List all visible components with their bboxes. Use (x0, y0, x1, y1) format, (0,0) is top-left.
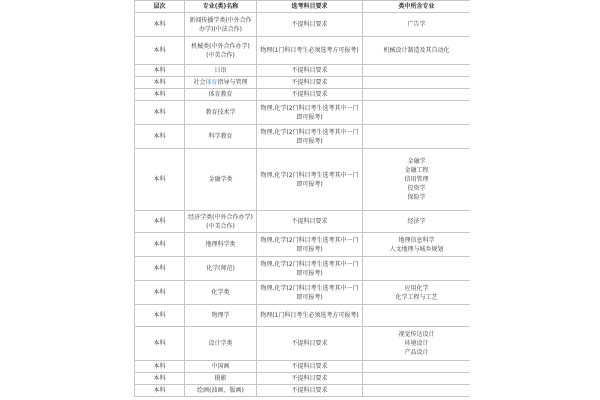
table-row (135, 211, 471, 233)
header-major: 专业(类)名称 (185, 1, 257, 13)
cell-included (363, 211, 471, 233)
included-major: 投资学 (407, 185, 426, 192)
admission-subject-table-container (134, 0, 470, 400)
cell-major: 日语 (185, 65, 257, 77)
cell-level: 本科 (135, 385, 185, 397)
header-subject-requirement: 选考科目要求 (257, 1, 363, 13)
cell-level: 本科 (135, 37, 185, 65)
cell-subject: 不提科目要求 (257, 373, 363, 385)
table-row (135, 89, 471, 101)
cell-subject: 不提科目要求 (257, 327, 363, 361)
cell-level: 本科 (135, 305, 185, 327)
table-row (135, 281, 471, 305)
cell-major: 中国画 (185, 361, 257, 373)
cell-major: 地理科学类 (185, 233, 257, 257)
table-row (135, 385, 471, 397)
cell-subject: 物理(1门科目考生必须选考方可报考) (257, 305, 363, 327)
cell-major: 绘画(油画、版画) (185, 385, 257, 397)
cell-level: 本科 (135, 257, 185, 281)
included-major: 金融工程 (404, 167, 429, 174)
cell-level: 本科 (135, 65, 185, 77)
cell-included (363, 233, 471, 257)
cell-major: 经济学类(中外合作办学)(中美合作) (185, 211, 257, 233)
cell-subject: 物理,化学(2门科目考生选考其中一门即可报考) (257, 149, 363, 211)
cell-level: 本科 (135, 13, 185, 37)
included-major: 经济学 (407, 218, 426, 225)
included-major: 产品设计 (404, 349, 429, 356)
cell-major: 科学教育 (185, 125, 257, 149)
cell-level: 本科 (135, 281, 185, 305)
table-row (135, 327, 471, 361)
cell-included (363, 361, 471, 373)
cell-level: 本科 (135, 125, 185, 149)
table-row (135, 65, 471, 77)
included-major: 应用化学 (404, 284, 429, 292)
cell-major: 设计学类 (185, 327, 257, 361)
table-row (135, 361, 471, 373)
cell-included (363, 101, 471, 125)
table-row (135, 305, 471, 327)
included-major: 环境设计 (404, 340, 429, 347)
cell-major: 化学类 (185, 281, 257, 305)
cell-subject: 物理,化学(2门科目考生选考其中一门即可报考) (257, 125, 363, 149)
header-included-majors: 类中所含专业 (363, 1, 471, 13)
cell-level: 本科 (135, 327, 185, 361)
cell-included (363, 125, 471, 149)
cell-major: 新闻传播学类(中外合作办学)(中法合作) (185, 13, 257, 37)
cell-level: 本科 (135, 373, 185, 385)
cell-level: 本科 (135, 77, 185, 89)
cell-included (363, 305, 471, 327)
cell-included (363, 89, 471, 101)
cell-subject: 不提科目要求 (257, 211, 363, 233)
included-major: 人文地理与城乡规划 (389, 245, 444, 253)
included-major: 机械设计制造及其自动化 (383, 47, 450, 54)
cell-subject: 物理,化学(2门科目考生选考其中一门即可报考) (257, 233, 363, 257)
cell-major: 化学(师范) (185, 257, 257, 281)
cell-major: 社会体育指导与管理 (185, 77, 257, 89)
included-major: 广告学 (407, 21, 426, 28)
table-row (135, 257, 471, 281)
cell-subject: 不提科目要求 (257, 385, 363, 397)
table-row (135, 233, 471, 257)
admission-subject-table (134, 0, 470, 397)
cell-major: 摄影 (185, 373, 257, 385)
header-level: 层次 (135, 1, 185, 13)
cell-included (363, 327, 471, 361)
cell-subject: 物理,化学(2门科目考生选考其中一门即可报考) (257, 101, 363, 125)
table-header-row (135, 1, 471, 13)
included-major: 信用管理 (404, 176, 429, 183)
cell-level: 本科 (135, 101, 185, 125)
cell-subject: 不提科目要求 (257, 89, 363, 101)
table-row (135, 373, 471, 385)
cell-level: 本科 (135, 233, 185, 257)
table-row (135, 149, 471, 211)
cell-level: 本科 (135, 361, 185, 373)
cell-included (363, 65, 471, 77)
cell-included (363, 13, 471, 37)
cell-included (363, 37, 471, 65)
cell-subject: 不提科目要求 (257, 13, 363, 37)
cell-major: 物理学 (185, 305, 257, 327)
table-row (135, 125, 471, 149)
cell-subject: 不提科目要求 (257, 77, 363, 89)
included-major: 金融学 (407, 158, 426, 165)
included-major: 地理信息科学 (398, 236, 435, 244)
cell-subject: 物理,化学(2门科目考生选考其中一门即可报考) (257, 281, 363, 305)
cell-included (363, 281, 471, 305)
cell-level: 本科 (135, 211, 185, 233)
cell-major: 机械类(中外合作办学)(中美合作) (185, 37, 257, 65)
cell-subject: 物理(1门科目考生必须选考方可报考) (257, 37, 363, 65)
cell-included (363, 77, 471, 89)
included-major: 视觉传达设计 (398, 331, 435, 338)
cell-subject: 不提科目要求 (257, 65, 363, 77)
table-row (135, 13, 471, 37)
cell-included (363, 149, 471, 211)
table-row (135, 77, 471, 89)
included-major: 保险学 (407, 194, 426, 201)
included-major: 化学工程与工艺 (395, 293, 438, 301)
cell-included (363, 385, 471, 397)
cell-level: 本科 (135, 149, 185, 211)
cell-major: 体育教育 (185, 89, 257, 101)
cell-included (363, 373, 471, 385)
highlight-link[interactable]: 体育 (205, 79, 218, 86)
cell-major: 金融学类 (185, 149, 257, 211)
cell-major: 教育技术学 (185, 101, 257, 125)
cell-subject: 不提科目要求 (257, 361, 363, 373)
cell-included (363, 257, 471, 281)
table-row (135, 37, 471, 65)
cell-level: 本科 (135, 89, 185, 101)
table-row (135, 101, 471, 125)
cell-subject: 物理,化学(2门科目考生选考其中一门即可报考) (257, 257, 363, 281)
